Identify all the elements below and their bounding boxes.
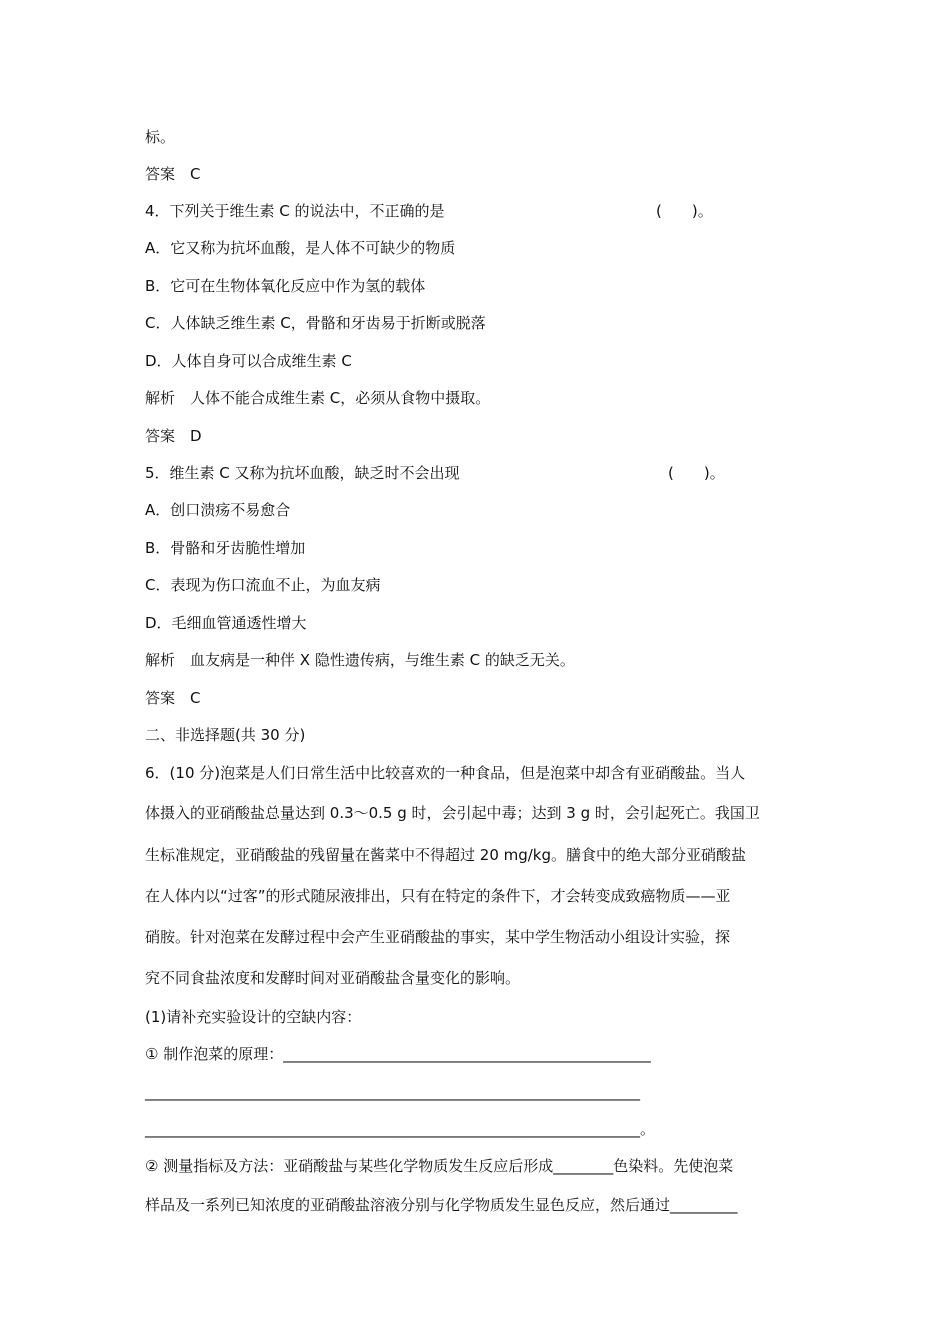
option-c: C．人体缺乏维生素 C，骨骼和牙齿易于折断或脱落 [145,314,486,332]
option-a: A．创口溃疡不易愈合 [145,501,291,519]
fill-blank-line: __________________________________________________________________ [145,1083,640,1101]
question-6-text: 究不同食盐浓度和发酵时间对亚硝酸盐含量变化的影响。 [145,969,521,987]
answer-line: 答案 C [145,689,201,707]
analysis-line: 解析 人体不能合成维生素 C，必须从食物中摄取。 [145,389,491,407]
fill-blank-line: 样品及一系列已知浓度的亚硝酸盐溶液分别与化学物质发生显色反应，然后通过_________ [145,1196,738,1214]
question-6-text: 6．(10 分)泡菜是人们日常生活中比较喜欢的一种食品，但是泡菜中却含有亚硝酸盐。当人 [145,764,746,782]
section-heading: 二、非选择题(共 30 分) [145,726,306,744]
option-b: B．它可在生物体氧化反应中作为氢的载体 [145,277,426,295]
question-4: 4．下列关于维生素 C 的说法中，不正确的是 [145,202,445,220]
question-5: 5．维生素 C 又称为抗坏血酸，缺乏时不会出现 [145,464,460,482]
answer-line: 答案 D [145,427,202,445]
option-d: D．人体自身可以合成维生素 C [145,352,352,370]
fill-blank-line: ② 测量指标及方法：亚硝酸盐与某些化学物质发生反应后形成________色染料。先使泡菜 [145,1157,734,1175]
option-a: A．它又称为抗坏血酸，是人体不可缺少的物质 [145,239,456,257]
question-6-text: 硝胺。针对泡菜在发酵过程中会产生亚硝酸盐的事实，某中学生物活动小组设计实验，探 [145,928,731,946]
sub-question: (1)请补充实验设计的空缺内容： [145,1008,362,1026]
question-6-text: 在人体内以“过客”的形式随尿液排出，只有在特定的条件下，才会转变成致癌物质——亚 [145,887,731,905]
option-d: D．毛细血管通透性增大 [145,614,307,632]
question-6-text: 体摄入的亚硝酸盐总量达到 0.3～0.5 g 时，会引起中毒；达到 3 g 时，会引起死亡。我国卫 [145,804,760,822]
answer-bracket: ( )。 [656,202,713,220]
answer-bracket: ( )。 [668,464,725,482]
fill-blank-line: ① 制作泡菜的原理：_________________________________________________ [145,1045,651,1063]
option-b: B．骨骼和牙齿脆性增加 [145,539,306,557]
fill-blank-line: __________________________________________________________________。 [145,1120,656,1138]
answer-line: 答案 C [145,165,201,183]
question-6-text: 生标准规定，亚硝酸盐的残留量在酱菜中不得超过 20 mg/kg。膳食中的绝大部分亚硝酸盐 [145,846,747,864]
text-line: 标。 [145,128,176,146]
analysis-line: 解析 血友病是一种伴 X 隐性遗传病，与维生素 C 的缺乏无关。 [145,651,575,669]
option-c: C．表现为伤口流血不止，为血友病 [145,576,381,594]
